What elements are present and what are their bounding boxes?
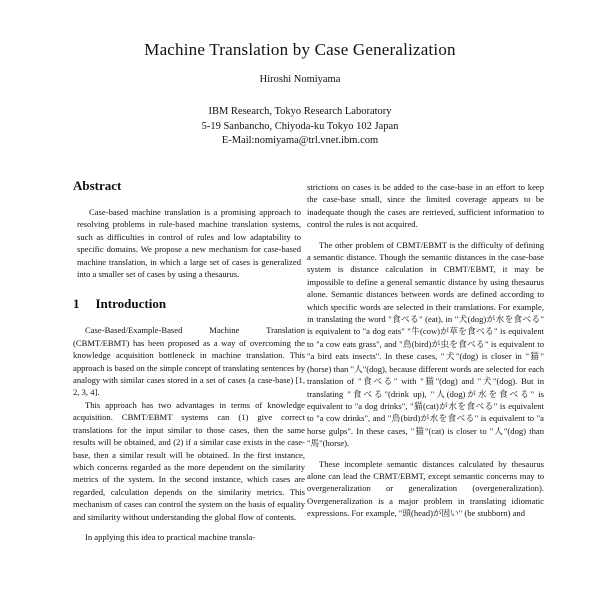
left-column — [73, 178, 305, 543]
section-title: Introduction — [95, 296, 167, 312]
body-paragraph: These incomplete semantic distances calculated by thesaurus alone can lead the CBMT/EBMT, except semantic concerns may to overgeneralization or generalization (overgeneralization). Overgeneralization is a major problem in translating idiomatic expressions. For example, "頭(head)が固い" (be stubborn) and — [307, 458, 544, 519]
author-name: Hiroshi Nomiyama — [259, 74, 341, 85]
body-paragraph: The other problem of CBMT/EBMT is the difficulty of defining a semantic distance. Though the semantic distances in the case-base system is distance calculation in CBMT/EBMT, it may be impossible to define a general semantic distance by using thesaurus alone. Semantic distances between words are defined according to which specific words are selected in their translations. For example, in translating the word "食べる" (eat), in "犬(dog)が水を食べる" is equivalent to "a dog eats" "牛(cow)が草を食べる" is equivalent to "a cow eats grass", and "鳥(bird)が虫を食べる" is equivalent to "a bird eats insects". In these cases, "犬"(dog) is closer in "猫"(horse) than "人"(dog), because different words are selected for each translation of "食べる" with "猫"(dog) and "犬"(dog). But in translating "食べる"(drink up), "人(dog)が水を食べる" is equivalent to "a dog drinks", "猫(cat)が水を食べる" is equivalent to "a cow drinks", and "鳥(bird)が水を食べる" is equivalent to "a horse gulps". In these cases, "猫"(cat) is closer to "人"(dog) than "馬"(horse). — [307, 239, 544, 449]
intro-paragraph: In applying this idea to practical machine transla- — [85, 531, 256, 542]
abstract-text: Case-based machine translation is a promising approach to resolving problems in rule-based machine translation systems, such as difficulties in control of rules and low adaptability to specific domains. We propose a new mechanism for case-based machine translation, in which a large set of cases is generalized into a smaller set of cases by using a thesaurus. — [77, 207, 301, 280]
intro-paragraph: This approach has two advantages in terms of knowledge acquisition. CBMT/EBMT systems can (1) give correct translations for the input similar to those cases, then the same results will be obtained, and (2) if a similar case exists in the case-base, then a similar result will be obtained. In the first instance, which concerns regarded as the more dependent on the similarity metrics of the system. In the second instance, which cases are regarded, calculation depends on the similarity metrics. This mechanism of cases can control the system on the basis of equality and similarity without understanding the global flow of contents. — [73, 399, 305, 522]
section-heading — [73, 296, 305, 312]
affiliation-block — [0, 105, 600, 149]
email-line: E-Mail:nomiyama@trl.vnet.ibm.com — [221, 135, 379, 146]
intro-paragraph: Case-Based/Example-Based Machine Translation (CBMT/EBMT) has been proposed as a way of overcoming the knowledge acquisition bottleneck in machine translation. This approach is based on the simple concept of translating sentences by analogy with similar cases stored in a set of cases (a case-base) [1, 2, 3, 4]. — [73, 325, 305, 398]
paper-title: Machine Translation by Case Generalization — [144, 40, 456, 59]
section-number: 1 — [73, 296, 80, 312]
affiliation-line: IBM Research, Tokyo Research Laboratory — [208, 106, 392, 117]
abstract-heading: Abstract — [73, 178, 122, 193]
affiliation-line: 5-19 Sanbancho, Chiyoda-ku Tokyo 102 Japan — [201, 120, 399, 132]
right-column — [307, 181, 544, 520]
body-paragraph: strictions on cases is be added to the case-base in an effort to keep the case-base small, since the limited coverage appears to be inadequate though the cases are retrieved, sufficient information to control the rules is not acquired. — [307, 182, 544, 230]
